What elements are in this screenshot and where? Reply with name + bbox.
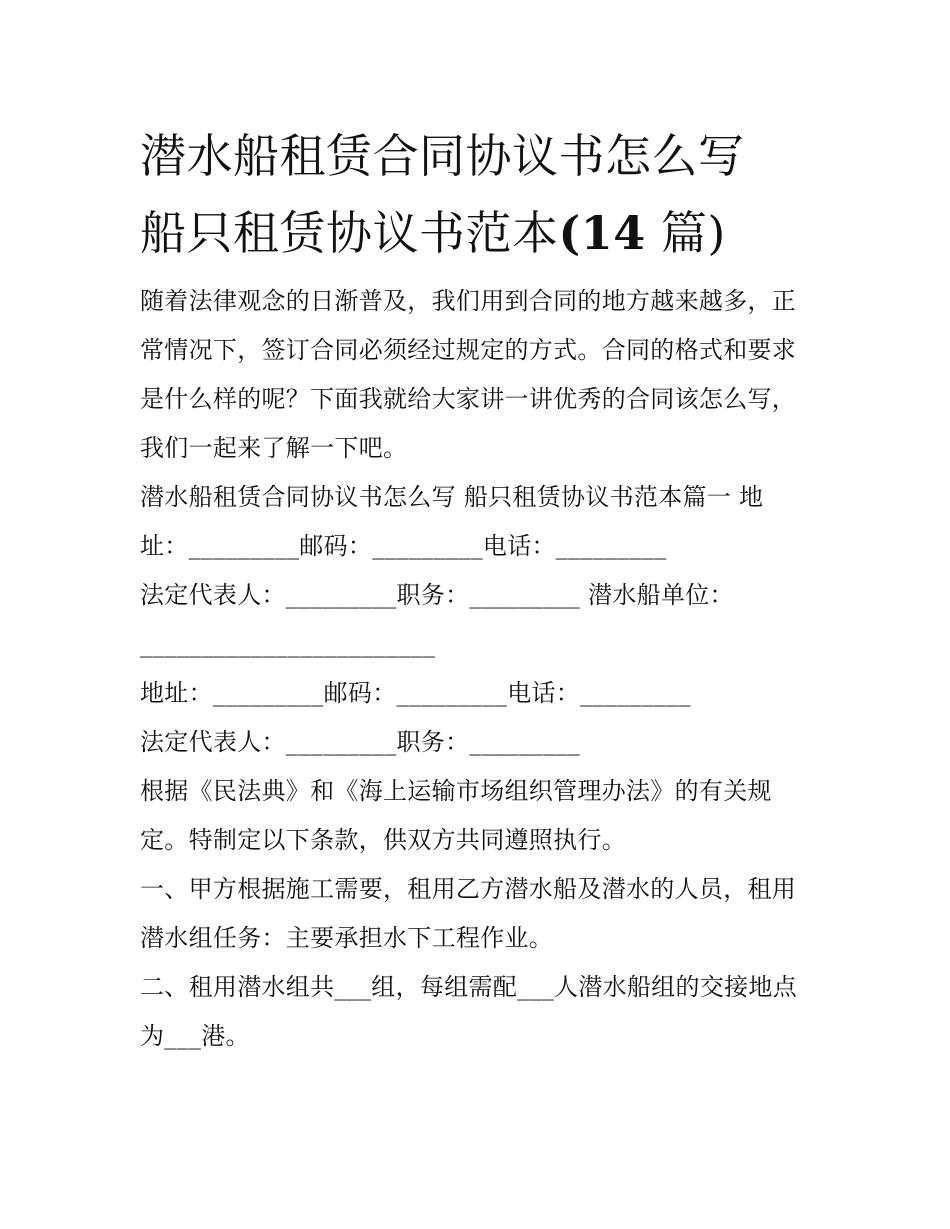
clause-one-line: 一、甲方根据施工需要，租用乙方潜水船及潜水的人员，租用 <box>140 875 797 903</box>
basis-line: 定。特制定以下条款，供双方共同遵照执行。 <box>140 826 626 854</box>
clause-one-line: 潜水组任务：主要承担水下工程作业。 <box>140 924 554 952</box>
party-a-representative-line: 法定代表人：_________职务：_________ 潜水船单位： <box>140 581 734 609</box>
section-heading: 潜水船租赁合同协议书怎么写 船只租赁协议书范本篇一 地 <box>140 483 764 511</box>
submarine-unit-blank: ________________________ <box>140 630 436 658</box>
party-b-address-line: 地址：_________邮码：_________电话：_________ <box>140 679 691 707</box>
clause-one <box>140 865 830 963</box>
legal-basis-paragraph <box>140 767 830 865</box>
title-line-2-text: 船只租赁协议书范本 <box>140 206 559 260</box>
title-count-unit: 篇) <box>660 206 726 260</box>
party-b-info <box>140 669 830 767</box>
document-title <box>140 118 840 272</box>
document-body <box>140 277 830 1061</box>
title-count: (14 <box>558 206 646 260</box>
intro-line: 是什么样的呢？下面我就给大家讲一讲优秀的合同该怎么写， <box>140 385 797 413</box>
intro-paragraph <box>140 277 830 473</box>
title-line-1: 潜水船租赁合同协议书怎么写 <box>140 129 745 183</box>
clause-two-line: 二、租用潜水组共___组，每组需配___人潜水船组的交接地点 <box>140 973 797 1001</box>
party-b-representative-line: 法定代表人：_________职务：_________ <box>140 728 581 756</box>
party-a-address-line: 址：_________邮码：_________电话：_________ <box>140 532 667 560</box>
party-a-info <box>140 522 830 669</box>
clause-two <box>140 963 830 1061</box>
intro-line: 常情况下，签订合同必须经过规定的方式。合同的格式和要求 <box>140 336 797 364</box>
basis-line: 根据《民法典》和《海上运输市场组织管理办法》的有关规 <box>140 777 772 805</box>
clause-two-line: 为___港。 <box>140 1022 250 1050</box>
intro-line: 随着法律观念的日渐普及，我们用到合同的地方越来越多，正 <box>140 287 797 315</box>
intro-line: 我们一起来了解一下吧。 <box>140 434 408 462</box>
title-line-2 <box>140 195 840 272</box>
